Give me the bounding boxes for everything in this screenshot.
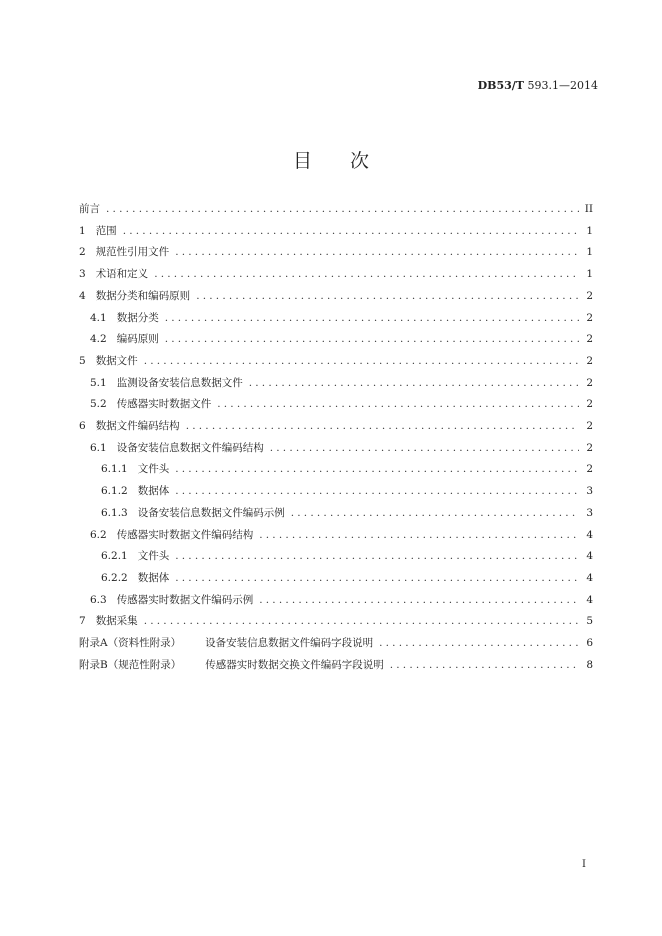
toc-entry[interactable] (79, 590, 593, 612)
toc-entry-label: 传感器实时数据文件编码结构 (116, 528, 254, 541)
toc-entry-label: 规范性引用文件 (95, 246, 170, 259)
toc-entry-number: 4.1 (90, 311, 107, 324)
toc-entry-label: 编码原则 (116, 333, 159, 346)
standard-code-number: 593.1—2014 (527, 79, 598, 92)
dot-leader (217, 394, 579, 416)
toc-entry-page: 2 (586, 289, 593, 302)
dot-leader (259, 525, 579, 547)
toc-entry-page: 2 (586, 420, 593, 433)
toc-entry[interactable] (79, 308, 593, 330)
toc-entry-label: 数据文件 (95, 354, 138, 367)
toc-entry-number: 7 (79, 615, 86, 628)
toc-entry-number: 2 (79, 246, 86, 259)
toc-entry-page: 3 (586, 485, 593, 498)
toc-entry-number: 附录B（规范性附录） (79, 658, 182, 671)
toc-entry-number: 6.1.3 (101, 506, 128, 519)
toc-entry[interactable] (79, 264, 593, 286)
toc-entry-label: 文件头 (137, 550, 170, 563)
dot-leader (175, 459, 579, 481)
toc-entry-number: 4.2 (90, 333, 107, 346)
toc-entry[interactable] (79, 199, 593, 221)
toc-entry-label: 范围 (95, 224, 117, 237)
toc-entry-page: 8 (586, 658, 593, 671)
dot-leader (175, 481, 579, 503)
dot-leader (175, 546, 579, 568)
dot-leader (175, 568, 579, 590)
toc-entry-number: 5.2 (90, 398, 107, 411)
toc-entry[interactable] (79, 655, 593, 677)
page-title: 目次 (292, 150, 407, 172)
toc-entry-number: 6.2 (90, 528, 107, 541)
dot-leader (123, 221, 579, 243)
dot-leader (165, 308, 579, 330)
toc-entry[interactable] (79, 525, 593, 547)
toc-entry[interactable] (79, 633, 593, 655)
dot-leader (154, 264, 579, 286)
toc-entry-label: 设备安装信息数据文件编码字段说明 (205, 637, 374, 650)
toc-entry-number: 6.1.2 (101, 485, 128, 498)
dot-leader (144, 611, 579, 633)
toc-entry-label: 数据分类和编码原则 (95, 289, 191, 302)
dot-leader (175, 242, 579, 264)
toc-entry-page: 2 (586, 354, 593, 367)
dot-leader (259, 590, 579, 612)
toc-entry-label: 传感器实时数据交换文件编码字段说明 (205, 658, 384, 671)
toc-entry-page: II (584, 203, 593, 215)
standard-code-prefix: DB53/T (477, 79, 524, 92)
toc-entry[interactable] (79, 286, 593, 308)
toc-entry[interactable] (79, 611, 593, 633)
toc-entry[interactable] (79, 242, 593, 264)
toc-entry-label: 数据采集 (95, 615, 138, 628)
toc-entry-number: 5 (79, 354, 86, 367)
dot-leader (291, 503, 579, 525)
toc-entry-number: 4 (79, 289, 86, 302)
toc-entry[interactable] (79, 351, 593, 373)
dot-leader (379, 633, 579, 655)
toc-entry-page: 3 (586, 506, 593, 519)
toc-entry-label: 文件头 (137, 463, 170, 476)
dot-leader (249, 373, 579, 395)
toc-entry-page: 2 (586, 311, 593, 324)
toc-entry[interactable] (79, 394, 593, 416)
toc-entry-page: 4 (586, 593, 593, 606)
toc-entry-page: 2 (586, 441, 593, 454)
toc-entry-page: 4 (586, 571, 593, 584)
toc-entry-page: 1 (586, 246, 593, 259)
page-number: I (582, 859, 586, 870)
toc-entry-label: 数据分类 (116, 311, 159, 324)
toc-entry-label: 设备安装信息数据文件编码示例 (137, 506, 285, 519)
toc-entry-page: 4 (586, 550, 593, 563)
toc-entry-page: 2 (586, 463, 593, 476)
toc-entry[interactable] (79, 438, 593, 460)
toc-entry-label: 前言 (79, 203, 100, 215)
dot-leader (165, 329, 579, 351)
toc-entry[interactable] (79, 481, 593, 503)
toc-entry-number: 1 (79, 224, 86, 237)
dot-leader (390, 655, 579, 677)
toc-entry-number: 6.3 (90, 593, 107, 606)
toc-entry-label: 数据体 (137, 485, 170, 498)
toc-entry-page: 5 (586, 615, 593, 628)
toc-entry-label: 传感器实时数据文件 (116, 398, 212, 411)
toc-entry-number: 附录A（资料性附录） (79, 637, 182, 650)
toc-entry-label: 监测设备安装信息数据文件 (116, 376, 243, 389)
toc-entry[interactable] (79, 329, 593, 351)
toc-entry-label: 传感器实时数据文件编码示例 (116, 593, 254, 606)
toc-entry[interactable] (79, 546, 593, 568)
toc-entry-number: 6.1.1 (101, 463, 128, 476)
toc-entry[interactable] (79, 416, 593, 438)
toc-entry-number: 3 (79, 268, 86, 281)
toc-entry-page: 2 (586, 376, 593, 389)
toc-entry-page: 1 (586, 268, 593, 281)
dot-leader (196, 286, 579, 308)
toc-entry[interactable] (79, 503, 593, 525)
table-of-contents (79, 199, 593, 676)
dot-leader (270, 438, 579, 460)
toc-entry[interactable] (79, 459, 593, 481)
toc-entry-page: 2 (586, 398, 593, 411)
toc-entry-number: 6.2.1 (101, 550, 128, 563)
toc-entry-page: 1 (586, 224, 593, 237)
toc-entry[interactable] (79, 221, 593, 243)
dot-leader (106, 199, 579, 221)
toc-entry-label: 数据文件编码结构 (95, 420, 180, 433)
toc-entry-label: 术语和定义 (95, 268, 149, 281)
toc-entry[interactable] (79, 568, 593, 590)
toc-entry-page: 2 (586, 333, 593, 346)
dot-leader (186, 416, 579, 438)
standard-code (478, 79, 598, 92)
toc-entry-label: 设备安装信息数据文件编码结构 (116, 441, 264, 454)
toc-entry-page: 4 (586, 528, 593, 541)
toc-entry-label: 数据体 (137, 571, 170, 584)
toc-entry-number: 6 (79, 420, 86, 433)
toc-entry-page: 6 (586, 637, 593, 650)
toc-entry-number: 5.1 (90, 376, 107, 389)
toc-entry-number: 6.1 (90, 441, 107, 454)
toc-entry-number: 6.2.2 (101, 571, 128, 584)
dot-leader (144, 351, 579, 373)
toc-entry[interactable] (79, 373, 593, 395)
